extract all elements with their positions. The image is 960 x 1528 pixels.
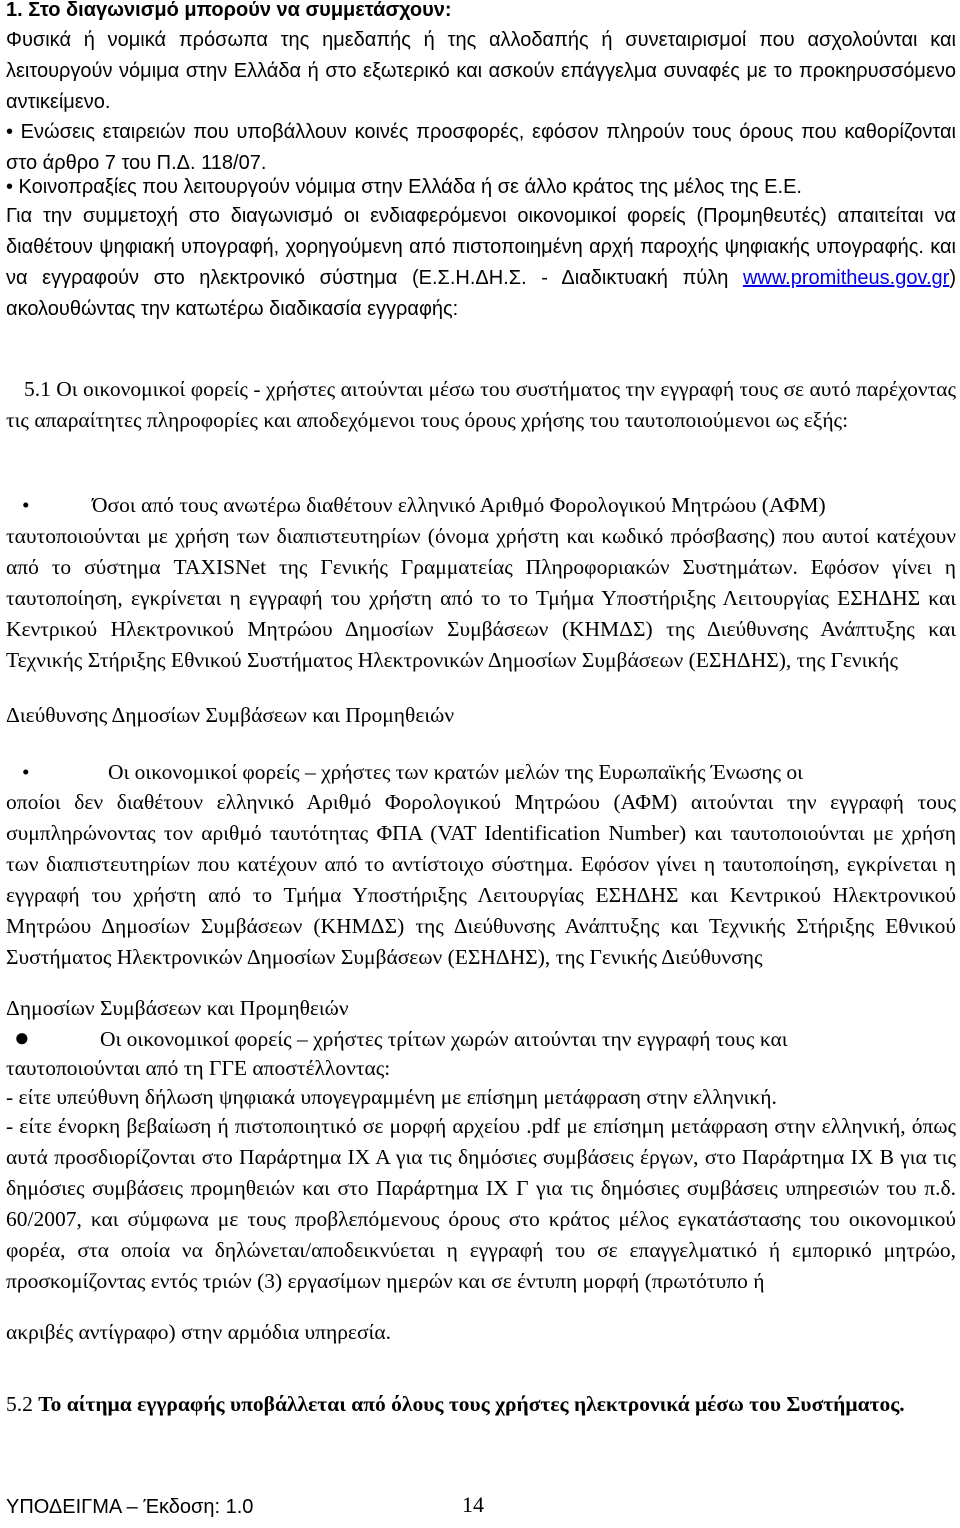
greek-tin-bullet-first-line: • Όσοι από τους ανωτέρω διαθέτουν ελληνικό Αριθμό Φορολογικού Μητρώου (ΑΦΜ)	[6, 490, 956, 521]
dash-item-declaration: - είτε υπεύθυνη δήλωση ψηφιακά υπογεγραμμένη με επίσημη μετάφραση στην ελληνική.	[6, 1085, 777, 1109]
section-1-heading: 1. Στο διαγωνισμό μπορούν να συμμετάσχουν:	[6, 0, 452, 21]
section-1-intro: Φυσικά ή νομικά πρόσωπα της ημεδαπής ή της αλλοδαπής ή συνεταιρισμοί που ασχολούνται και λειτουργούν νόμιμα στην Ελλάδα ή στο εξωτερικό και ασκούν επάγγελμα συναφές με το προκηρυσσόμενο αντικείμενο.	[6, 29, 956, 113]
eu-bullet-body: οποίοι δεν διαθέτουν ελληνικό Αριθμό Φορολογικού Μητρώου (ΑΦΜ) αιτούνται την εγγραφή τους συμπληρώνοντας τον αριθμό ταυτότητας ΦΠΑ (VAT Identification Number) και ταυτοποιούνται με χρήση των διαπιστευτηρίων που κατέχουν από το αντίστοιχο σύστημα. Εφόσον γίνει η ταυτοποίηση, εγκρίνεται η εγγραφή του χρήστη από το Τμήμα Υποστήριξης Λειτουργίας ΕΣΗΔΗΣ και Κεντρικού Ηλεκτρονικού Μητρώου Δημοσίων Συμβάσεων (ΚΗΜΔΣ) της Διεύθυνσης Ανάπτυξης και Τεχνικής Στήριξης Εθνικού Συστήματος Ηλεκτρονικών Δημοσίων Συμβάσεων (ΕΣΗΔΗΣ), της Γενικής Διεύθυνσης	[6, 790, 956, 969]
section-1-bullet-consortia: • Κοινοπραξίες που λειτουργούν νόμιμα στην Ελλάδα ή σε άλλο κράτος της μέλος της Ε.Ε.	[6, 176, 802, 198]
dash-item-certificate-last-line: ακριβές αντίγραφο) στην αρμόδια υπηρεσία.	[6, 1320, 391, 1344]
promitheus-link[interactable]: www.promitheus.gov.gr	[742, 267, 950, 289]
third-country-bullet-second-line: ταυτοποιούνται από τη ΓΓΕ αποστέλλοντας:	[6, 1056, 391, 1080]
bullet-dot: ●	[14, 1023, 30, 1052]
section-5-1-intro: 5.1 Οι οικονομικοί φορείς - χρήστες αιτούνται μέσω του συστήματος την εγγραφή τους σε αυτό παρέχοντας τις απαραίτητες πληροφορίες και αποδεχόμενοι τους όρους χρήσης του ταυτοποιούμενοι ως εξής:	[6, 377, 957, 432]
greek-tin-bullet-body: ταυτοποιούνται με χρήση των διαπιστευτηρίων (όνομα χρήστη και κωδικό πρόσβασης) που αυτοί κατέχουν από το σύστημα TAXISNet της Γενικής Γραμματείας Πληροφοριακών Συστημάτων. Εφόσον γίνει η ταυτοποίηση, εγκρίνεται η εγγραφή του χρήστη από το το Τμήμα Υποστήριξης Λειτουργίας ΕΣΗΔΗΣ και Κεντρικού Ηλεκτρονικού Μητρώου Δημοσίων Συμβάσεων (ΚΗΜΔΣ) της Διεύθυνσης Ανάπτυξης και Τεχνικής Στήριξης Εθνικού Συστήματος Ηλεκτρονικών Δημοσίων Συμβάσεων (ΕΣΗΔΗΣ), της Γενικής	[6, 524, 956, 672]
section-1-bullet-joint-ventures: • Ενώσεις εταιρειών που υποβάλλουν κοινές προσφορές, εφόσον πληρούν τους όρους που καθορίζονται στο άρθρο 7 του Π.Δ. 118/07.	[6, 121, 956, 174]
third-country-bullet-first-line: ● Οι οικονομικοί φορείς – χρήστες τρίτων χωρών αιτούνται την εγγραφή τους και	[6, 1022, 956, 1055]
bullet-dot: •	[22, 760, 30, 784]
greek-tin-bullet-last-line: Διεύθυνσης Δημοσίων Συμβάσεων και Προμηθειών	[6, 703, 455, 727]
section-5-2-text: Το αίτημα εγγραφής υποβάλλεται από όλους τους χρήστες ηλεκτρονικά μέσω του Συστήματος.	[38, 1392, 905, 1416]
section-5-2	[6, 1389, 956, 1420]
bullet-dot: •	[22, 493, 30, 517]
footer-version-label: ΥΠΟΔΕΙΓΜΑ – Έκδοση: 1.0	[6, 1496, 254, 1518]
eu-bullet-last-line: Δημοσίων Συμβάσεων και Προμηθειών	[6, 996, 349, 1020]
section-5-1-number: 5.1	[24, 377, 51, 401]
section-5-2-number: 5.2	[6, 1392, 33, 1416]
eu-bullet-first-line: • Οι οικονομικοί φορείς – χρήστες των κρατών μελών της Ευρωπαϊκής Ένωσης οι	[6, 757, 956, 788]
dash-item-certificate: - είτε ένορκη βεβαίωση ή πιστοποιητικό σε μορφή αρχείου .pdf με επίσημη μετάφραση στην ελληνική, όπως αυτά προσδιορίζονται στο Παράρτημα IX A για τις δημόσιες συμβάσεις έργων, στο Παράρτημα IX B για τις δημόσιες συμβάσεις προμηθειών και στο Παράρτημα IX Γ για τις δημόσιες συμβάσεις υπηρεσιών του π.δ. 60/2007, και σύμφωνα με τους προβλεπόμενους όρους στο κράτος μέλος εγκατάστασης του οικονομικού φορέα, στα οποία να δηλώνεται/αποδεικνύεται η εγγραφή του σε επαγγελματικό ή εμπορικό μητρώο, προσκομίζοντας εντός τριών (3) εργασίμων ημερών και σε έντυπη μορφή (πρωτότυπο ή	[6, 1114, 956, 1293]
section-1-participation: Για την συμμετοχή στο διαγωνισμό οι ενδιαφερόμενοι οικονομικοί φορείς (Προμηθευτές) απαιτείται να διαθέτουν ψηφιακή υπογραφή, χορηγούμενη από πιστοποιημένη αρχή παροχής ψηφιακής υπογραφής. και να εγγραφούν στο ηλεκτρονικό σύστημα (Ε.Σ.Η.ΔΗ.Σ. - Διαδικτυακή πύλη www.promitheus.gov.gr) ακολουθώντας την κατωτέρω διαδικασία εγγραφής:	[6, 205, 956, 320]
page-number: 14	[462, 1492, 484, 1517]
